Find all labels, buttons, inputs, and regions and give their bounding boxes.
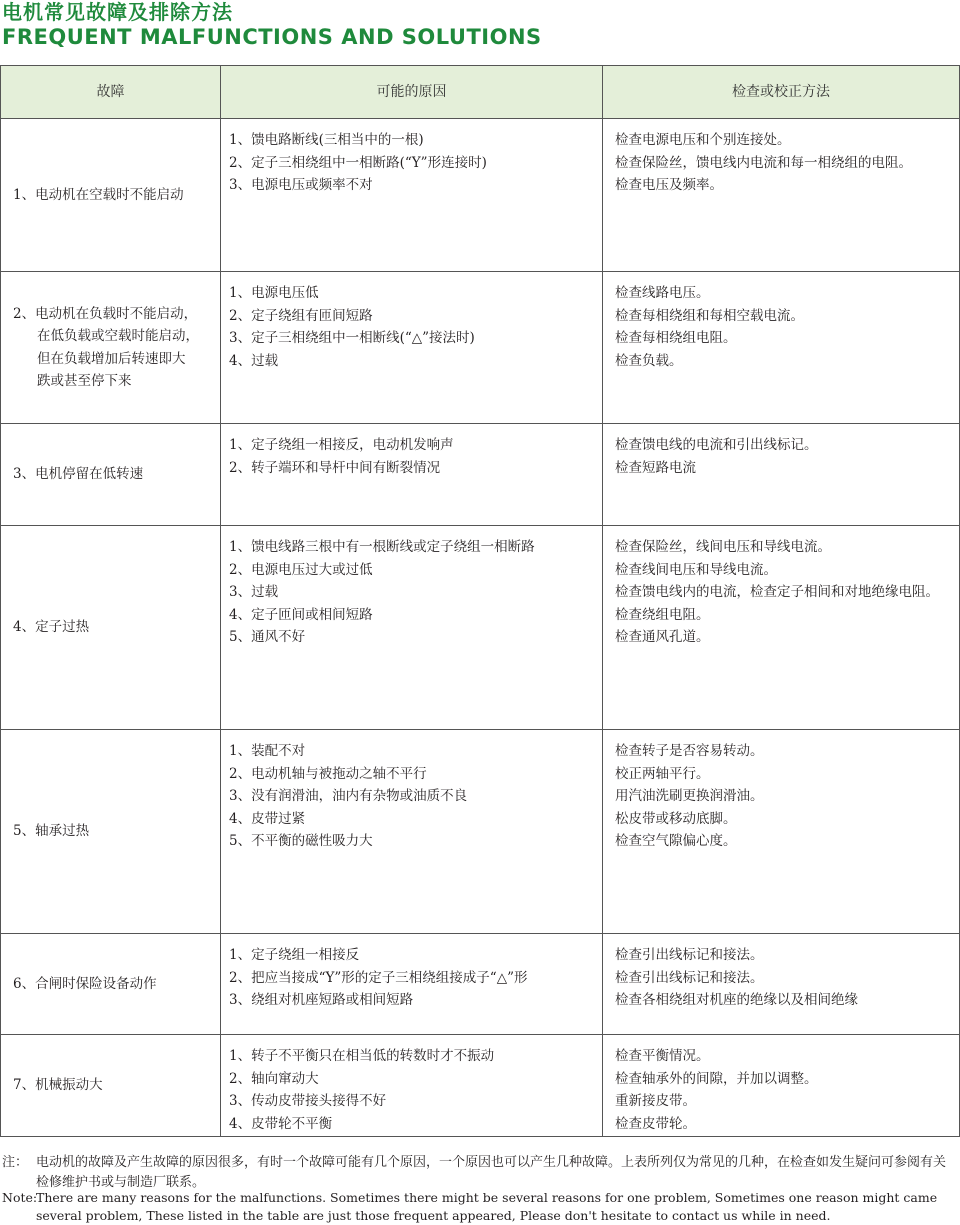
method-item: 检查线路电压。 [615,285,710,301]
fault-cell [1,934,221,1035]
table-row [1,119,960,272]
method-item: 检查皮带轮。 [615,1115,696,1132]
cause-item: 2、电动机轴与被拖动之轴不平行 [229,765,427,782]
cause-item: 2、定子三相绕组中一相断路(“Y”形连接时) [229,154,487,171]
methods-cell [603,526,960,730]
fault-cell [1,1035,221,1137]
method-item: 检查保险丝，线间电压和导线电流。 [615,539,831,555]
method-item: 检查馈电线的电流和引出线标记。 [615,437,818,453]
causes-cell [221,272,603,424]
causes-cell [221,424,603,526]
cause-item: 1、馈电线路三根中有一根断线或定子绕组一相断路 [229,539,535,555]
table-row [1,272,960,424]
methods-cell [603,730,960,934]
method-item: 检查短路电流 [615,459,696,476]
method-item: 检查电压及频率。 [615,177,723,193]
cause-item: 1、定子绕组一相接反，电动机发响声 [229,437,454,453]
cause-item: 4、定子匝间或相间短路 [229,606,373,623]
method-item: 检查每相绕组和每相空载电流。 [615,307,804,324]
cause-item: 2、把应当接成“Y”形的定子三相绕组接成子“△”形 [229,969,528,986]
methods-cell [603,424,960,526]
fault-text: 4、定子过热 [13,619,90,636]
table-row [1,526,960,730]
footnote-en-label: Note: [2,1190,38,1205]
fault-text: 在低负载或空载时能启动， [37,328,199,344]
method-item: 用汽油洗刷更换润滑油。 [615,788,764,804]
method-item: 检查各相绕组对机座的绝缘以及相间绝缘 [615,992,858,1008]
method-item: 检查引出线标记和接法。 [615,969,764,986]
cause-item: 3、过载 [229,584,279,600]
fault-text: 5、轴承过热 [13,823,90,840]
cause-item: 2、定子绕组有匝间短路 [229,307,373,324]
fault-cell [1,526,221,730]
method-item: 检查转子是否容易转动。 [615,743,764,759]
fault-text: 7、机械振动大 [13,1077,103,1094]
methods-cell [603,119,960,272]
malfunctions-table [0,65,960,1137]
method-item: 检查引出线标记和接法。 [615,947,764,963]
footnote-en-text: There are many reasons for the malfunctions. Sometimes there might be several reasons for one problem, Sometimes one reason might came several problem, These listed in the table are just those frequent appeared, Please don't hesitate to contact us while in need. [36,1190,938,1223]
header-causes: 可能的原因 [221,66,603,119]
method-item: 检查保险丝，馈电线内电流和每一相绕组的电阻。 [615,154,912,171]
fault-text: 但在负载增加后转速即大 [37,350,186,367]
cause-item: 1、馈电路断线(三相当中的一根) [229,132,424,148]
causes-cell [221,1035,603,1137]
method-item: 检查负载。 [615,352,683,369]
method-item: 检查电源电压和个别连接处。 [615,132,791,148]
method-item: 检查每相绕组电阻。 [615,330,737,346]
fault-cell [1,424,221,526]
cause-item: 3、电源电压或频率不对 [229,177,373,193]
method-item: 检查平衡情况。 [615,1048,710,1064]
causes-cell [221,934,603,1035]
table-header-row [1,66,960,119]
cause-item: 2、转子端环和导杆中间有断裂情况 [229,459,441,476]
causes-cell [221,526,603,730]
cause-item: 2、电源电压过大或过低 [229,561,373,578]
fault-text: 3、电机停留在低转速 [13,466,144,483]
cause-item: 1、电源电压低 [229,285,319,301]
cause-item: 5、通风不好 [229,629,306,645]
page-title-en: FREQUENT MALFUNCTIONS AND SOLUTIONS [2,25,542,49]
cause-item: 3、没有润滑油，油内有杂物或油质不良 [229,788,468,804]
fault-cell [1,730,221,934]
method-item: 检查绕组电阻。 [615,606,710,623]
cause-item: 5、不平衡的磁性吸力大 [229,833,373,849]
footnote-en [2,1189,957,1225]
cause-item: 4、过载 [229,352,279,369]
method-item: 重新接皮带。 [615,1093,696,1109]
fault-text: 1、电动机在空载时不能启动 [13,186,184,203]
method-item: 检查通风孔道。 [615,629,710,645]
fault-text: 跌或甚至停下来 [37,373,132,389]
cause-item: 3、绕组对机座短路或相间短路 [229,992,414,1008]
header-methods: 检查或校正方法 [603,66,960,119]
table-row [1,424,960,526]
cause-item: 2、轴向窜动大 [229,1070,319,1087]
method-item: 检查线间电压和导线电流。 [615,561,777,578]
method-item: 松皮带或移动底脚。 [615,810,737,827]
cause-item: 1、转子不平衡只在相当低的转数时才不振动 [229,1048,495,1064]
methods-cell [603,1035,960,1137]
method-item: 校正两轴平行。 [615,765,710,782]
methods-cell [603,934,960,1035]
method-item: 检查轴承外的间隙，并加以调整。 [615,1070,818,1087]
footnote-zh [2,1153,957,1193]
methods-cell [603,272,960,424]
method-item: 检查馈电线内的电流，检查定子相间和对地绝缘电阻。 [615,584,939,600]
table-row [1,1035,960,1137]
header-fault: 故障 [1,66,221,119]
footnote-zh-text: 电动机的故障及产生故障的原因很多，有时一个故障可能有几个原因，一个原因也可以产生几种故障。上表所列仅为常见的几种，在检查如发生疑问可参阅有关检修维护书或与制造厂联系。 [36,1155,947,1190]
cause-item: 4、皮带轮不平衡 [229,1115,333,1132]
method-item: 检查空气隙偏心度。 [615,833,737,849]
footnote-zh-label: 注： [2,1155,29,1170]
fault-text: 6、合闸时保险设备动作 [13,975,157,992]
fault-cell [1,272,221,424]
table-row [1,934,960,1035]
cause-item: 1、装配不对 [229,743,306,759]
page-title-zh: 电机常见故障及排除方法 [2,0,233,24]
fault-text: 2、电动机在负载时不能启动， [13,305,198,322]
fault-cell [1,119,221,272]
causes-cell [221,730,603,934]
causes-cell [221,119,603,272]
cause-item: 3、传动皮带接头接得不好 [229,1093,387,1109]
cause-item: 3、定子三相绕组中一相断线(“△”接法时) [229,330,475,346]
table-row [1,730,960,934]
cause-item: 4、皮带过紧 [229,810,306,827]
cause-item: 1、定子绕组一相接反 [229,947,360,963]
